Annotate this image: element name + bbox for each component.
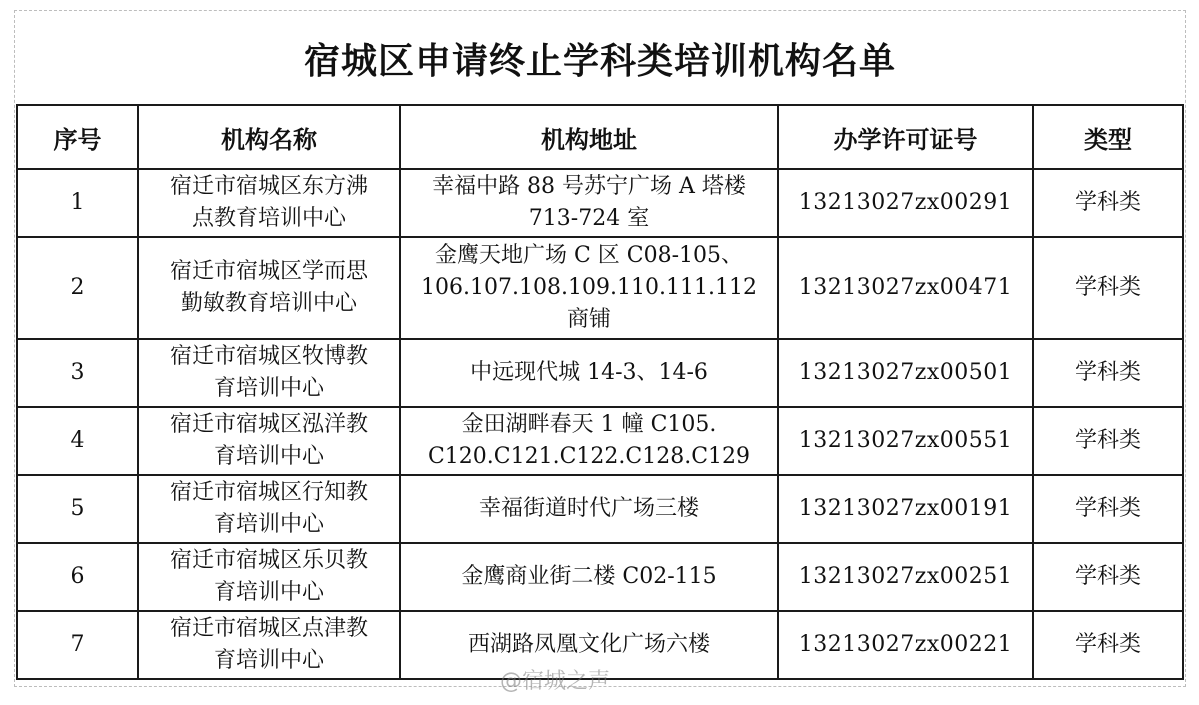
cell-type: 学科类	[1033, 611, 1183, 679]
cell-address-line: 金鹰天地广场 C 区 C08-105、	[434, 243, 744, 268]
header-address: 机构地址	[400, 105, 778, 169]
table-row	[17, 237, 1183, 339]
cell-name-line: 宿迁市宿城区乐贝教	[169, 548, 368, 573]
cell-license: 13213027zx00191	[778, 475, 1033, 543]
table-header-row	[17, 105, 1183, 169]
page-title: 宿城区申请终止学科类培训机构名单	[303, 40, 896, 82]
cell-name	[138, 169, 400, 237]
institution-table	[16, 104, 1184, 680]
cell-address	[400, 543, 778, 611]
cell-name	[138, 237, 400, 339]
cell-address-line: 713-724 室	[528, 206, 650, 231]
cell-address	[400, 407, 778, 475]
cell-no: 7	[17, 611, 138, 679]
cell-type: 学科类	[1033, 339, 1183, 407]
cell-address-line: 西湖路凤凰文化广场六楼	[467, 632, 710, 657]
cell-name-line: 宿迁市宿城区泓洋教	[169, 412, 368, 437]
cell-name	[138, 339, 400, 407]
cell-address-line: 商铺	[566, 307, 611, 332]
cell-address-line: 幸福街道时代广场三楼	[478, 496, 699, 521]
cell-type: 学科类	[1033, 169, 1183, 237]
cell-name	[138, 475, 400, 543]
cell-type: 学科类	[1033, 407, 1183, 475]
cell-name-line: 宿迁市宿城区点津教	[169, 616, 368, 641]
header-license: 办学许可证号	[778, 105, 1033, 169]
cell-no: 2	[17, 237, 138, 339]
cell-no: 4	[17, 407, 138, 475]
cell-license: 13213027zx00551	[778, 407, 1033, 475]
cell-license: 13213027zx00251	[778, 543, 1033, 611]
header-type: 类型	[1033, 105, 1183, 169]
cell-address	[400, 169, 778, 237]
watermark: @宿城之声	[500, 669, 611, 694]
cell-type: 学科类	[1033, 475, 1183, 543]
cell-no: 3	[17, 339, 138, 407]
cell-address-line: 106.107.108.109.110.111.112	[421, 275, 757, 300]
cell-address	[400, 339, 778, 407]
cell-no: 6	[17, 543, 138, 611]
cell-name-line: 宿迁市宿城区东方沸	[169, 174, 368, 199]
cell-name-line: 育培训中心	[213, 376, 324, 401]
table-row	[17, 475, 1183, 543]
cell-type: 学科类	[1033, 237, 1183, 339]
cell-name-line: 勤敏教育培训中心	[180, 291, 357, 316]
cell-name-line: 育培训中心	[213, 444, 324, 469]
table-row	[17, 169, 1183, 237]
cell-name	[138, 407, 400, 475]
header-name: 机构名称	[138, 105, 400, 169]
cell-name	[138, 611, 400, 679]
cell-address-line: 幸福中路 88 号苏宁广场 A 塔楼	[432, 174, 746, 199]
cell-name-line: 育培训中心	[213, 648, 324, 673]
cell-name-line: 育培训中心	[213, 512, 324, 537]
cell-license: 13213027zx00221	[778, 611, 1033, 679]
cell-no: 5	[17, 475, 138, 543]
cell-address	[400, 475, 778, 543]
cell-license: 13213027zx00291	[778, 169, 1033, 237]
table-row	[17, 543, 1183, 611]
cell-address-line: 金田湖畔春天 1 幢 C105.	[461, 412, 717, 437]
header-no: 序号	[17, 105, 138, 169]
table-body	[17, 169, 1183, 679]
table-row	[17, 339, 1183, 407]
cell-license: 13213027zx00501	[778, 339, 1033, 407]
cell-name-line: 点教育培训中心	[191, 206, 346, 231]
cell-name-line: 宿迁市宿城区行知教	[169, 480, 368, 505]
cell-address-line: 中远现代城 14-3、14-6	[470, 360, 708, 385]
cell-address-line: C120.C121.C122.C128.C129	[427, 444, 751, 469]
table-row	[17, 407, 1183, 475]
cell-address-line: 金鹰商业街二楼 C02-115	[461, 564, 717, 589]
cell-name-line: 宿迁市宿城区学而思	[169, 259, 368, 284]
cell-name	[138, 543, 400, 611]
cell-license: 13213027zx00471	[778, 237, 1033, 339]
cell-type: 学科类	[1033, 543, 1183, 611]
cell-name-line: 育培训中心	[213, 580, 324, 605]
cell-address	[400, 237, 778, 339]
cell-no: 1	[17, 169, 138, 237]
cell-name-line: 宿迁市宿城区牧博教	[169, 344, 368, 369]
